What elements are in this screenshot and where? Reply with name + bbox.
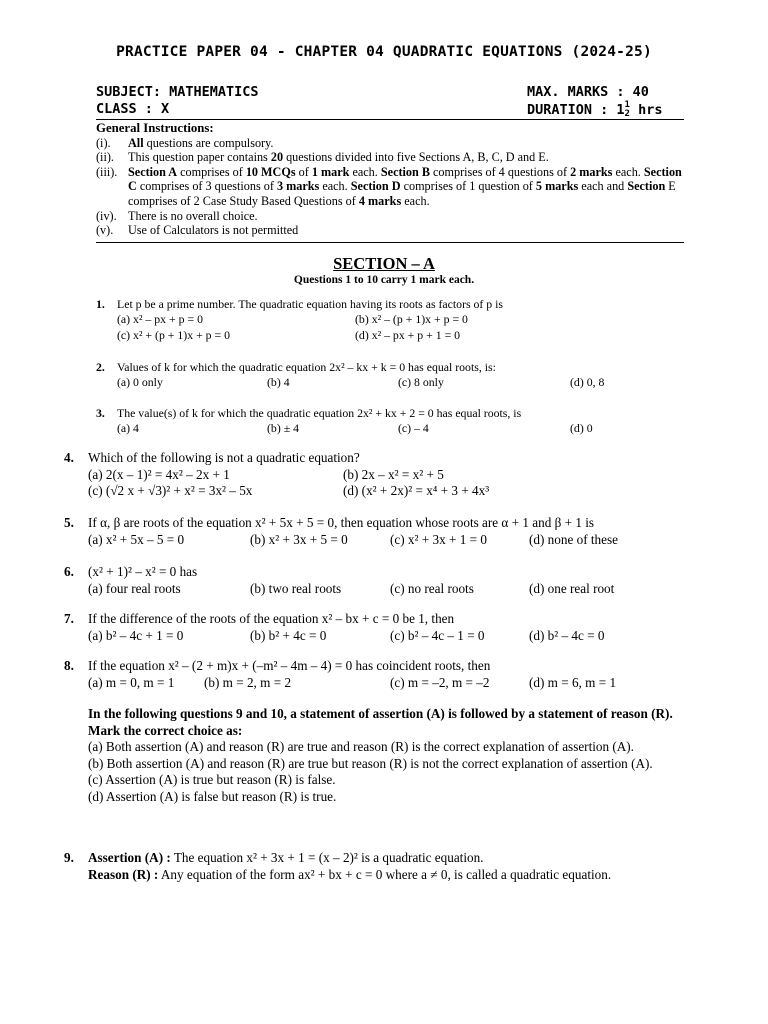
option-a: (a) x² – px + p = 0 (117, 312, 203, 326)
choice-a: (a) Both assertion (A) and reason (R) are true and reason (R) is the correct explanation of assertion (A). (88, 739, 634, 754)
assertion-line (88, 850, 694, 867)
option-c: (c) x² + (p + 1)x + p = 0 (117, 328, 231, 342)
instruction-text (128, 136, 686, 151)
options-row (88, 675, 694, 691)
instructions-list (96, 136, 686, 238)
option-d: (d) x² – px + p + 1 = 0 (355, 328, 461, 342)
reason-label: Reason (R) : (88, 866, 159, 882)
question-number: 9. (64, 850, 74, 865)
instruction-number: (iv). (96, 208, 117, 223)
instruction-part: Use of Calculators is not permitted (128, 223, 299, 238)
max-marks-label: MAX. MARKS : 40 (527, 84, 649, 100)
question-number: 1. (96, 297, 105, 311)
options-row (88, 581, 694, 597)
reason-text: Any equation of the form ax² + bx + c = 0 where a ≠ 0, is called a quadratic equation. (158, 866, 612, 882)
question-5 (64, 515, 694, 548)
instruction-bold: 20 (270, 150, 284, 165)
instructions-heading: General Instructions: (96, 121, 214, 135)
instruction-part: questions divided into five Sections A, B, C, D and E. (283, 150, 549, 165)
instruction-text (128, 223, 686, 238)
assertion-intro: In the following questions 9 and 10, a statement of assertion (A) is followed by a statement of reason (R). Mark the correct choice as: (88, 706, 673, 738)
subject-label: SUBJECT: MATHEMATICS (96, 84, 259, 100)
option-b: (b) two real roots (250, 580, 342, 596)
general-instructions (96, 121, 686, 238)
choice-d: (d) Assertion (A) is false but reason (R) is true. (88, 788, 337, 804)
option-b: (b) m = 2, m = 2 (204, 674, 292, 690)
option-d: (d) 0, 8 (570, 375, 605, 389)
option-a: (a) four real roots (88, 580, 181, 596)
option-c: (c) (√2 x + √3)² + x² = 3x² – 5x (88, 482, 253, 498)
question-number: 6. (64, 564, 74, 579)
instruction-number: (iii). (96, 164, 118, 179)
instruction-text: Section A comprises of 10 MCQs of 1 mark each. Section B comprises of 4 questions of 2 marks each. Section C comprises of 3 questions of 3 marks each. Section D comprises of 1 question of 5 marks each and Section E comprises of 2 Case Study Based Questions of 4 marks each. (128, 164, 682, 208)
option-c: (c) – 4 (398, 421, 429, 435)
option-b: (b) b² + 4c = 0 (250, 627, 327, 643)
option-b: (b) x² – (p + 1)x + p = 0 (355, 312, 468, 326)
section-subtitle: Questions 1 to 10 carry 1 mark each. (293, 274, 475, 286)
question-1 (96, 297, 696, 344)
option-d: (d) (x² + 2x)² = x⁴ + 3 + 4x³ (343, 482, 490, 498)
instruction-part: This question paper contains (128, 150, 271, 165)
question-number: 8. (64, 658, 74, 673)
option-c: (c) no real roots (390, 580, 474, 596)
assertion-text: The equation x² + 3x + 1 = (x – 2)² is a quadratic equation. (170, 850, 484, 865)
option-a: (a) 4 (117, 421, 139, 435)
option-c: (c) b² – 4c – 1 = 0 (390, 627, 485, 643)
instruction-number: (ii). (96, 150, 114, 165)
choice-b: (b) Both assertion (A) and reason (R) are true but reason (R) is not the correct explanation of assertion (A). (88, 755, 653, 771)
option-a: (a) x² + 5x – 5 = 0 (88, 531, 185, 547)
instruction-bold: All (128, 135, 144, 150)
instruction-part: There is no overall choice. (128, 208, 258, 223)
option-c: (c) 8 only (398, 375, 444, 389)
option-d: (d) m = 6, m = 1 (529, 674, 617, 690)
option-b: (b) 4 (267, 375, 290, 389)
duration-frac-num: 1 (624, 100, 630, 110)
instruction-item (96, 136, 686, 151)
duration-prefix: DURATION : 1 (527, 102, 625, 118)
options-row (117, 421, 696, 437)
option-b: (b) 2x – x² = x² + 5 (343, 466, 444, 482)
duration-suffix: hrs (629, 102, 663, 118)
question-2 (96, 360, 696, 391)
options-row (88, 628, 694, 644)
question-number: 3. (96, 406, 105, 420)
question-number: 7. (64, 611, 74, 626)
reason-line (88, 867, 694, 884)
question-text: If α, β are roots of the equation x² + 5x + 5 = 0, then equation whose roots are α + 1 and β + 1 is (88, 515, 595, 530)
option-d: (d) b² – 4c = 0 (529, 627, 605, 643)
instruction-number: (v). (96, 223, 114, 238)
question-6 (64, 564, 694, 597)
question-text: (x² + 1)² – x² = 0 has (88, 564, 198, 579)
instruction-text (128, 150, 686, 165)
duration-frac-den: 2 (624, 109, 630, 119)
assertion-label: Assertion (A) : (88, 850, 171, 865)
option-d: (d) 0 (570, 421, 593, 435)
question-number: 4. (64, 450, 74, 465)
question-4 (64, 450, 694, 499)
instruction-number: (i). (96, 135, 111, 150)
option-d: (d) one real root (529, 580, 615, 596)
instruction-item (96, 165, 686, 209)
option-a: (a) m = 0, m = 1 (88, 674, 175, 690)
question-text: If the equation x² – (2 + m)x + (–m² – 4m – 4) = 0 has coincident roots, then (88, 658, 491, 673)
option-c: (c) m = –2, m = –2 (390, 674, 490, 690)
question-text: If the difference of the roots of the equation x² – bx + c = 0 be 1, then (88, 611, 455, 626)
options-row-2 (88, 483, 694, 499)
options-row-1 (88, 467, 694, 483)
question-text: The value(s) of k for which the quadratic equation 2x² + kx + 2 = 0 has equal roots, is (117, 406, 522, 420)
option-a: (a) 2(x – 1)² = 4x² – 2x + 1 (88, 466, 230, 482)
question-number: 5. (64, 515, 74, 530)
choice-c: (c) Assertion (A) is true but reason (R) is false. (88, 772, 336, 787)
question-text: Values of k for which the quadratic equation 2x² – kx + k = 0 has equal roots, is: (117, 360, 496, 374)
option-b: (b) ± 4 (267, 421, 300, 435)
options-row (88, 532, 694, 548)
instruction-item (96, 150, 686, 165)
options-row-1 (117, 312, 696, 328)
duration-label (527, 101, 662, 119)
instructions-rule (96, 242, 684, 243)
question-8 (64, 658, 694, 691)
option-b: (b) x² + 3x + 5 = 0 (250, 531, 348, 547)
instruction-item (96, 223, 686, 238)
question-number: 2. (96, 360, 105, 374)
instruction-text (128, 209, 686, 224)
question-text: Let p be a prime number. The quadratic equation having its roots as factors of p is (117, 297, 504, 311)
option-c: (c) x² + 3x + 1 = 0 (390, 531, 487, 547)
options-row-2 (117, 328, 696, 344)
option-d: (d) none of these (529, 531, 618, 547)
assertion-reason-instructions (88, 706, 694, 805)
class-label: CLASS : X (96, 101, 170, 117)
header-rule (96, 119, 684, 120)
instruction-item (96, 209, 686, 224)
question-text: Which of the following is not a quadratic equation? (88, 450, 360, 465)
instruction-part: questions are compulsory. (143, 135, 274, 150)
paper-title: PRACTICE PAPER 04 - CHAPTER 04 QUADRATIC EQUATIONS (2024-25) (116, 44, 652, 60)
question-9 (64, 850, 694, 883)
question-7 (64, 611, 694, 644)
question-3 (96, 406, 696, 437)
options-row (117, 375, 696, 391)
option-a: (a) 0 only (117, 375, 163, 389)
section-title: SECTION – A (333, 254, 435, 273)
option-a: (a) b² – 4c + 1 = 0 (88, 627, 184, 643)
